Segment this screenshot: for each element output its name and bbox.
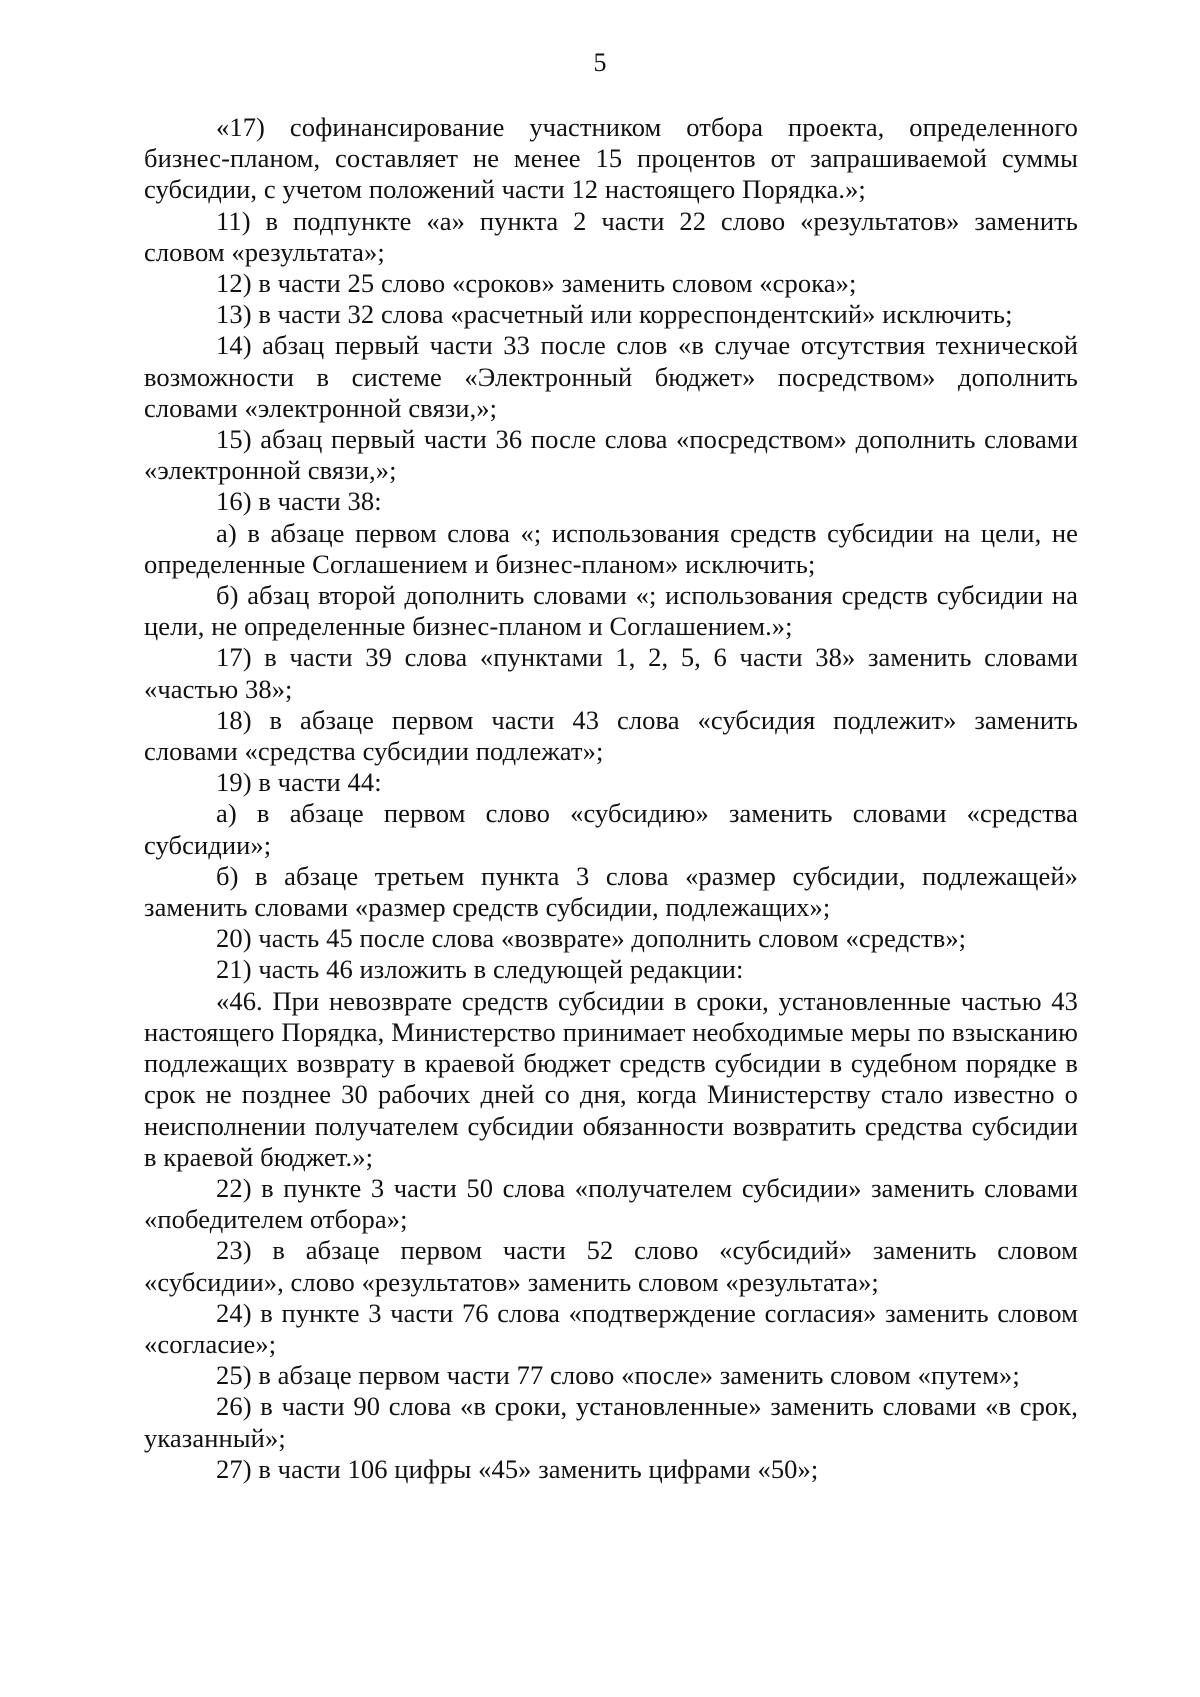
paragraph-16-a: а) в абзаце первом слова «; использования средств субсидии на цели, не определенные Соглашением и бизнес-планом» исключить; [144, 517, 1078, 579]
paragraph-18: 18) в абзаце первом части 43 слова «субсидия подлежит» заменить словами «средства субсидии подлежат»; [144, 704, 1078, 767]
paragraph-16-b: б) абзац второй дополнить словами «; использования средств субсидии на цели, не определенные бизнес-планом и Соглашением.»; [144, 580, 1078, 642]
paragraph-17: 17) в части 39 слова «пунктами 1, 2, 5, 6 части 38» заменить словами «частью 38»; [144, 642, 1078, 704]
paragraph-26: 26) в части 90 слова «в сроки, установленные» заменить словами «в срок, указанный»; [144, 1391, 1078, 1453]
paragraph-24: 24) в пункте 3 части 76 слова «подтверждение согласия» заменить словом «согласие»; [144, 1297, 1078, 1359]
paragraph-46-new-text: «46. При невозврате средств субсидии в сроки, установленные частью 43 настоящего Порядка, Министерство принимает необходимые меры по взысканию подлежащих возврату в краевой бюджет средств субсидии в судебном порядке в срок не позднее 30 рабочих дней со дня, когда Министерству стало известно о неисполнении получателем субсидии обязанности возвратить средства субсидии в краевой бюджет.»; [144, 985, 1078, 1172]
paragraph-14: 14) абзац первый части 33 после слов «в случае отсутствия технической возможности в системе «Электронный бюджет» посредством» дополнить словами «электронной связи,»; [144, 330, 1078, 423]
paragraph-19-b: б) в абзаце третьем пункта 3 слова «размер субсидии, подлежащей» заменить словами «размер средств субсидии, подлежащих»; [144, 860, 1078, 923]
document-body [144, 112, 1078, 1485]
paragraph-20: 20) часть 45 после слова «возврате» дополнить словом «средств»; [216, 923, 967, 954]
paragraph-21: 21) часть 46 изложить в следующей редакции: [216, 954, 744, 985]
paragraph-23: 23) в абзаце первом части 52 слово «субсидий» заменить словом «субсидии», слово «результатов» заменить словом «результата»; [144, 1235, 1078, 1297]
paragraph-19-a: а) в абзаце первом слово «субсидию» заменить словами «средства субсидии»; [144, 798, 1078, 860]
paragraph-11: 11) в подпункте «а» пункта 2 части 22 слово «результатов» заменить словом «результата»; [144, 205, 1078, 267]
paragraph-19: 19) в части 44: [216, 767, 382, 798]
paragraph-27: 27) в части 106 цифры «45» заменить цифрами «50»; [216, 1453, 819, 1484]
paragraph-25: 25) в абзаце первом части 77 слово «после» заменить словом «путем»; [216, 1360, 1020, 1391]
paragraph-22: 22) в пункте 3 части 50 слова «получателем субсидии» заменить словами «победителем отбора»; [144, 1172, 1078, 1235]
paragraph-13: 13) в части 32 слова «расчетный или корреспондентский» исключить; [216, 299, 1013, 330]
paragraph-12: 12) в части 25 слово «сроков» заменить словом «срока»; [216, 268, 857, 299]
paragraph-17-cofinancing: «17) софинансирование участником отбора проекта, определенного бизнес-планом, составляет не менее 15 процентов от запрашиваемой суммы субсидии, с учетом положений части 12 настоящего Порядка.»; [144, 112, 1078, 205]
paragraph-15: 15) абзац первый части 36 после слова «посредством» дополнить словами «электронной связи,»; [144, 424, 1078, 486]
paragraph-16: 16) в части 38: [216, 486, 382, 517]
page-number: 5 [593, 48, 607, 77]
